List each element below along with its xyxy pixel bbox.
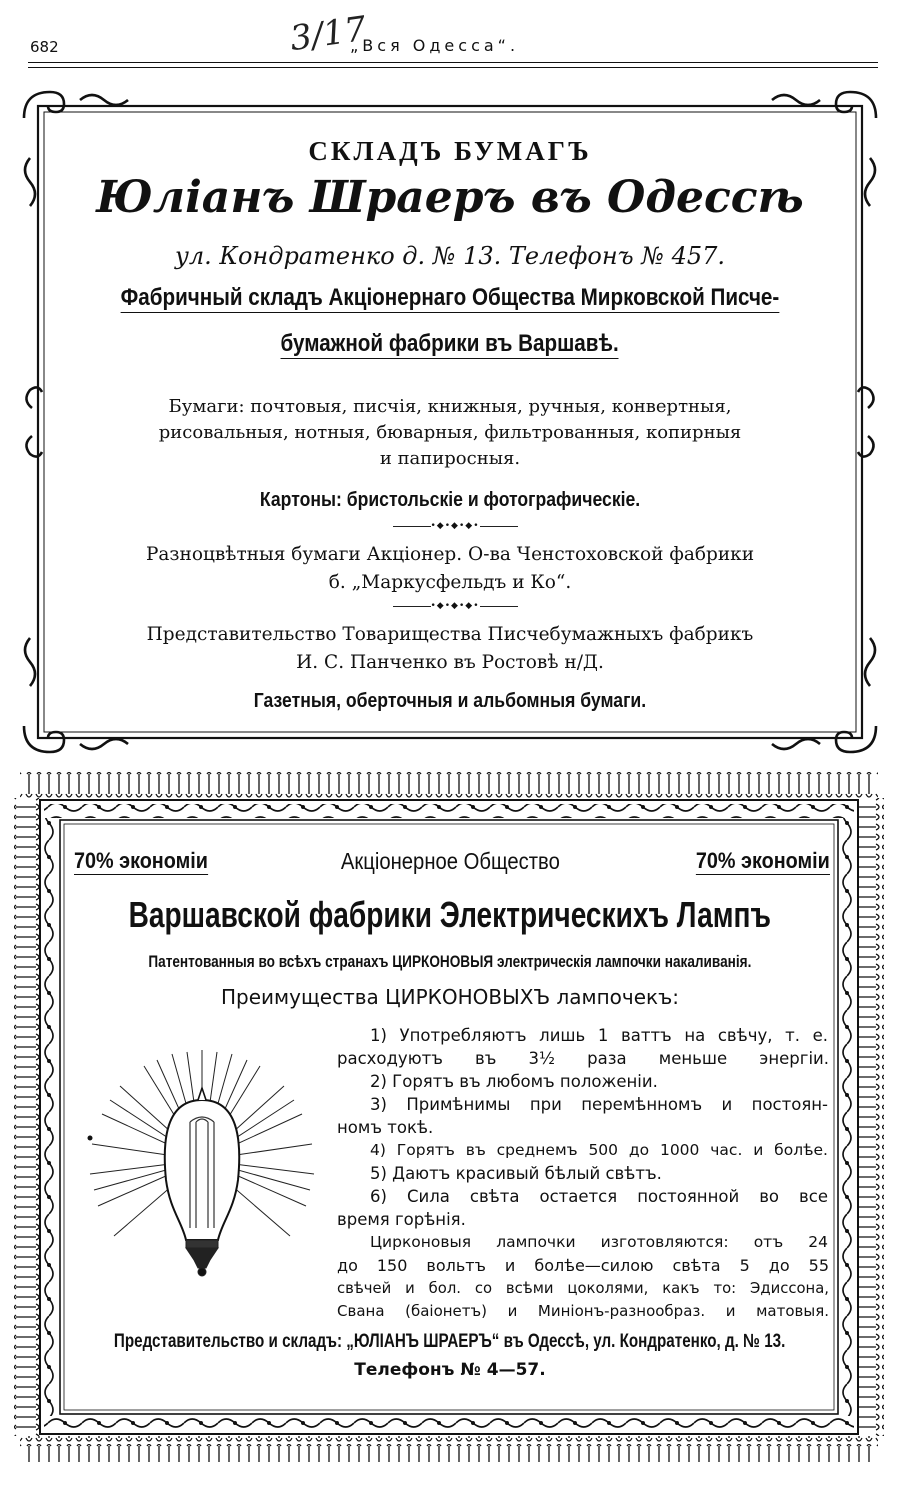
ad1-separator-2: •◆•◆•◆•: [380, 602, 530, 610]
ad1-kicker: СКЛАДЪ БУМАГЪ: [308, 136, 592, 166]
ad1-rep-line1: Представительство Товарищества Писчебумажныхъ фабрикъ: [146, 624, 754, 645]
ad1-colored-line1: Разноцвѣтныя бумаги Акціонер. О-ва Ченстоховской фабрики: [145, 544, 755, 565]
ad2-item-line: 2) Горятъ въ любомъ положеніи.: [370, 1072, 658, 1091]
ad1-papers-line1: Бумаги: почтовыя, писчія, книжныя, ручныя, конвертныя,: [168, 396, 732, 417]
ad2-economy-right: 70% экономіи: [696, 848, 830, 873]
ad1-factory-line1: Фабричный складъ Акціонернаго Общества Мирковской Писче-: [120, 284, 780, 311]
ad1-newsprint: Газетныя, оберточныя и альбомныя бумаги.: [253, 690, 647, 712]
ad1-cardboard: Картоны: бристольскіе и фотографическіе.: [259, 489, 641, 511]
ad2-phone: Телефонъ № 4—57.: [354, 1360, 546, 1380]
ad2-item-line: 4) Горятъ въ среднемъ 500 до 1000 час. и болѣе.: [370, 1141, 828, 1159]
ad1-separator-1: •◆•◆•◆•: [380, 522, 530, 530]
ad2-factory: Варшавской фабрики Электрическихъ Лампъ: [128, 894, 772, 935]
page-number: 682: [30, 38, 59, 56]
ad1-papers-line3: и папиросныя.: [379, 448, 521, 469]
ad2-item-line: номъ токѣ.: [337, 1118, 434, 1137]
ad2-patented: Патентованныя во всѣхъ странахъ ЦИРКОНОВЫЯ электрическія лампочки накаливанія.: [148, 952, 752, 971]
ad2-item-line: до 150 вольтъ и болѣе—силою свѣта 5 до 55: [337, 1256, 829, 1275]
ad2-economy-left: 70% экономіи: [74, 848, 208, 873]
ad2-item-line: свѣчей и бол. со всѣми цоколями, какъ то: Эдиссона,: [337, 1280, 829, 1297]
ad2-item-line: Цирконовыя лампочки изготовляются: отъ 24: [370, 1233, 828, 1251]
ad2-item-line: 5) Даютъ красивый бѣлый свѣтъ.: [370, 1164, 662, 1183]
ad2-item-line: расходуютъ въ 3½ раза меньше энергіи.: [337, 1049, 829, 1068]
ad2-item-line: Свана (баіонетъ) и Миніонъ-разнообраз. и матовыя.: [337, 1302, 829, 1320]
ad2-item-line: 1) Употребляютъ лишь 1 ваттъ на свѣчу, т. е.: [370, 1026, 828, 1045]
handwritten-catalog-mark: 3/17: [287, 8, 369, 60]
ad2-item-line: 3) Примѣнимы при перемѣнномъ и постоян-: [370, 1095, 828, 1114]
lightbulb-icon: [82, 1040, 322, 1300]
ad1-rep-line2: И. С. Панченко въ Ростовѣ н/Д.: [296, 652, 604, 673]
running-title: „Вся Одесса“.: [350, 36, 520, 55]
header-rule-top: [28, 62, 878, 63]
ad1-company: Юліанъ Шраеръ въ Одессѣ: [96, 172, 804, 223]
ad1-factory-line2: бумажной фабрики въ Варшавѣ.: [280, 330, 620, 357]
ad1-address: ул. Кондратенко д. № 13. Телефонъ № 457.: [174, 242, 726, 270]
ad2-society: Акціонерное Общество: [340, 848, 560, 874]
ad2-item-line: 6) Сила свѣта остается постоянной во все: [370, 1187, 828, 1206]
ad1-colored-line2: б. „Маркусфельдъ и Ко“.: [328, 572, 572, 593]
ad2-item-line: время горѣнія.: [337, 1210, 466, 1229]
ad2-advantages: Преимущества ЦИРКОНОВЫХЪ лампочекъ:: [220, 985, 679, 1009]
ad1-papers-line2: рисовальныя, нотныя, бюварныя, фильтрованныя, копирныя: [158, 422, 742, 443]
header-rule-bottom: [28, 67, 878, 68]
ad2-representation: Представительство и складъ: „ЮЛІАНЪ ШРАЕРЪ“ въ Одессѣ, ул. Кондратенко, д. № 13.: [114, 1331, 786, 1352]
